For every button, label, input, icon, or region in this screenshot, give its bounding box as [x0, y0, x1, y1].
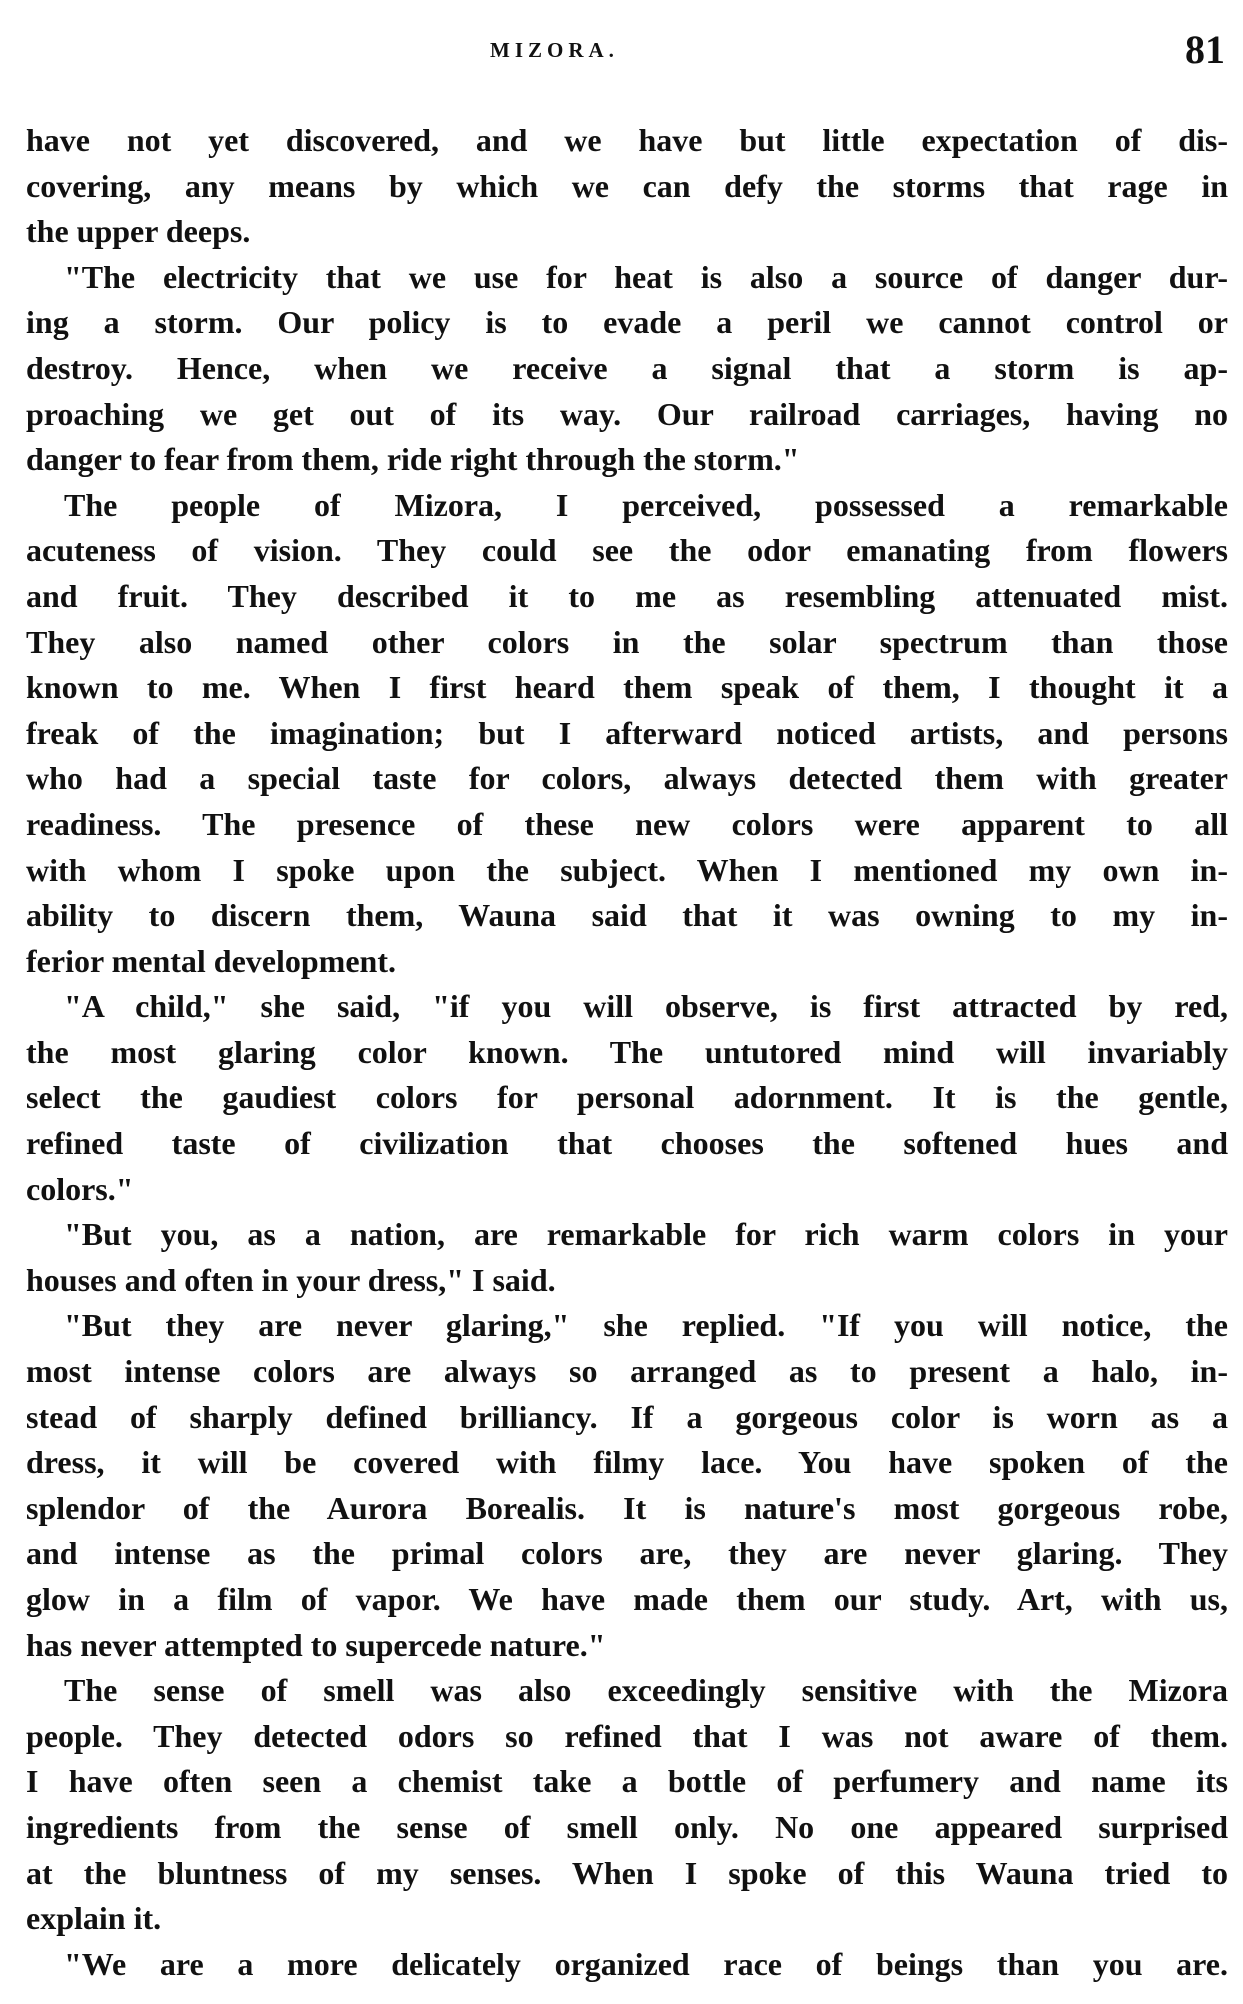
- text-line: and intense as the primal colors are, they are never glaring. They: [26, 1535, 1228, 1572]
- text-line: The sense of smell was also exceedingly sensitive with the Mizora: [64, 1672, 1228, 1709]
- text-line: proaching we get out of its way. Our railroad carriages, having no: [26, 395, 1228, 432]
- body-text: [26, 118, 1228, 1987]
- text-line: glow in a film of vapor. We have made them our study. Art, with us,: [26, 1581, 1228, 1617]
- text-line: "The electricity that we use for heat is also a source of danger dur-: [64, 258, 1228, 295]
- text-line: most intense colors are always so arranged as to present a halo, in-: [26, 1353, 1228, 1390]
- paragraph: [26, 1303, 1228, 1668]
- paragraph: [26, 118, 1228, 255]
- running-head-title: MIZORA.: [490, 38, 619, 62]
- text-line: I have often seen a chemist take a bottle of perfumery and name its: [26, 1763, 1228, 1800]
- text-line: destroy. Hence, when we receive a signal that a storm is ap-: [26, 349, 1228, 386]
- text-line: ing a storm. Our policy is to evade a peril we cannot control or: [26, 304, 1228, 341]
- text-line: the most glaring color known. The untutored mind will invariably: [26, 1033, 1228, 1070]
- text-line: danger to fear from them, ride right through the storm.": [26, 441, 800, 478]
- text-line: have not yet discovered, and we have but little expectation of dis-: [26, 122, 1228, 158]
- text-line: They also named other colors in the solar spectrum than those: [26, 623, 1228, 660]
- text-line: at the bluntness of my senses. When I spoke of this Wauna tried to: [26, 1854, 1228, 1891]
- text-line: splendor of the Aurora Borealis. It is nature's most gorgeous robe,: [26, 1489, 1228, 1526]
- text-line: refined taste of civilization that chooses the softened hues and: [26, 1125, 1228, 1162]
- text-line: "A child," she said, "if you will observe, is first attracted by red,: [64, 988, 1228, 1025]
- text-line: the upper deeps.: [26, 213, 251, 250]
- text-line: "But you, as a nation, are remarkable for rich warm colors in your: [64, 1216, 1228, 1253]
- text-line: freak of the imagination; but I afterward noticed artists, and persons: [26, 714, 1228, 751]
- text-line: dress, it will be covered with filmy lace. You have spoken of the: [26, 1444, 1228, 1481]
- text-line: explain it.: [26, 1900, 162, 1937]
- text-line: and fruit. They described it to me as resembling attenuated mist.: [26, 577, 1228, 614]
- text-line: with whom I spoke upon the subject. When I mentioned my own in-: [26, 851, 1228, 888]
- text-line: colors.": [26, 1170, 134, 1207]
- paragraph: [26, 1668, 1228, 1942]
- running-head: [0, 27, 1243, 82]
- text-line: The people of Mizora, I perceived, possessed a remarkable: [64, 486, 1228, 523]
- text-line: has never attempted to supercede nature.": [26, 1626, 606, 1663]
- paragraph: [26, 984, 1228, 1212]
- text-line: select the gaudiest colors for personal adornment. It is the gentle,: [26, 1079, 1228, 1116]
- text-line: houses and often in your dress," I said.: [26, 1261, 556, 1298]
- text-line: "We are a more delicately organized race of beings than you are.: [64, 1945, 1228, 1982]
- paragraph: [26, 255, 1228, 483]
- text-line: covering, any means by which we can defy the storms that rage in: [26, 167, 1228, 204]
- text-line: ability to discern them, Wauna said that it was owning to my in-: [26, 897, 1228, 934]
- text-line: who had a special taste for colors, always detected them with greater: [26, 760, 1228, 797]
- text-line: readiness. The presence of these new colors were apparent to all: [26, 805, 1228, 842]
- text-line: acuteness of vision. They could see the odor emanating from flowers: [26, 532, 1228, 569]
- text-line: people. They detected odors so refined that I was not aware of them.: [26, 1717, 1228, 1754]
- page-number: 81: [1185, 27, 1225, 72]
- paragraph: [26, 1212, 1228, 1303]
- paragraph: [26, 1942, 1228, 1988]
- paragraph: [26, 483, 1228, 985]
- text-line: known to me. When I first heard them speak of them, I thought it a: [26, 669, 1228, 706]
- text-line: ingredients from the sense of smell only. No one appeared surprised: [26, 1808, 1228, 1845]
- text-line: stead of sharply defined brilliancy. If a gorgeous color is worn as a: [26, 1398, 1228, 1435]
- text-line: ferior mental development.: [26, 942, 396, 979]
- text-line: "But they are never glaring," she replied. "If you will notice, the: [64, 1307, 1228, 1344]
